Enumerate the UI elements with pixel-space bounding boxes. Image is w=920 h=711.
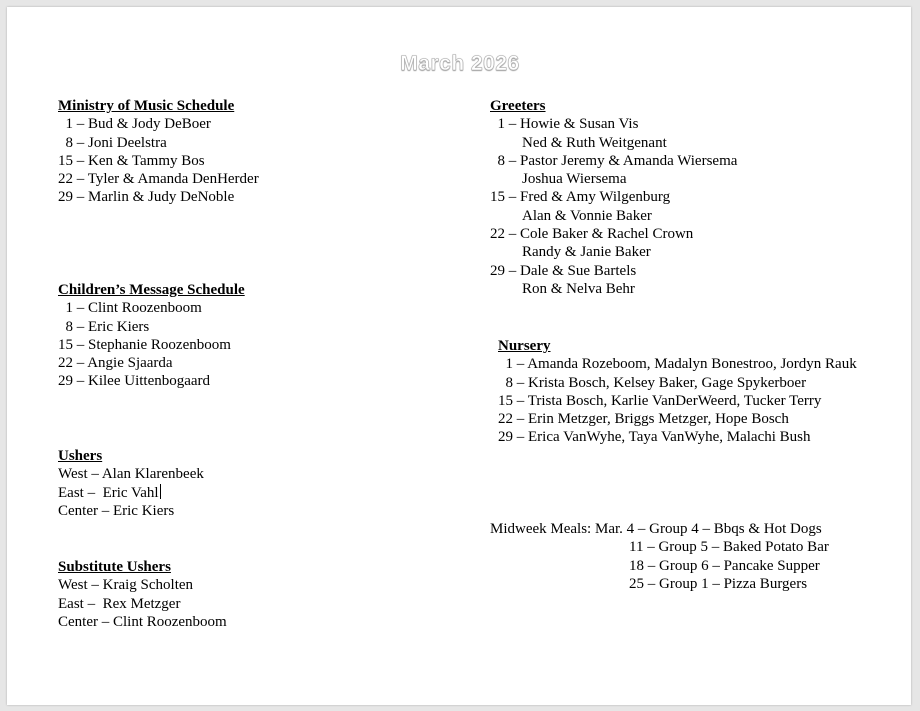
ushers-schedule (58, 447, 204, 520)
list-item: West – Alan Klarenbeek (58, 466, 204, 483)
nursery-heading: Nursery (498, 338, 551, 354)
list-item: 29 – Kilee Uittenbogaard (58, 373, 211, 390)
list-item: 1 – Howie & Susan Vis (497, 116, 639, 133)
meals-label: Midweek Meals: (490, 521, 592, 537)
list-item: 25 – Group 1 – Pizza Burgers (629, 575, 808, 592)
list-item: 15 – Trista Bosch, Karlie VanDerWeerd, Tucker Terry (498, 392, 822, 409)
list-item: 8 – Eric Kiers (65, 318, 150, 335)
list-item: 22 – Erin Metzger, Briggs Metzger, Hope Bosch (498, 411, 789, 428)
greeters-heading: Greeters (490, 98, 546, 114)
list-item: 22 – Cole Baker & Rachel Crown (490, 226, 694, 243)
list-item: Randy & Janie Baker (522, 244, 651, 261)
greeters-schedule (490, 97, 737, 298)
list-item: 29 – Marlin & Judy DeNoble (58, 189, 235, 206)
list-item: Joshua Wiersema (522, 171, 627, 188)
nursery-schedule (498, 337, 857, 447)
midweek-meals (490, 520, 829, 593)
list-item: 1 – Clint Roozenboom (65, 300, 202, 317)
music-heading: Ministry of Music Schedule (58, 98, 235, 114)
list-item: West – Kraig Scholten (58, 577, 194, 594)
list-item: 15 – Fred & Amy Wilgenburg (490, 189, 671, 206)
list-item: 29 – Dale & Sue Bartels (490, 262, 637, 279)
list-item: 8 – Krista Bosch, Kelsey Baker, Gage Spykerboer (505, 374, 807, 391)
list-item: 1 – Amanda Rozeboom, Madalyn Bonestroo, Jordyn Rauk (505, 356, 857, 373)
list-item: 15 – Stephanie Roozenboom (58, 336, 231, 353)
list-item: 8 – Pastor Jeremy & Amanda Wiersema (497, 152, 738, 169)
list-item: 22 – Tyler & Amanda DenHerder (58, 171, 259, 188)
ushers-heading: Ushers (58, 448, 103, 464)
list-item: 15 – Ken & Tammy Bos (58, 152, 205, 169)
childrens-heading: Children’s Message Schedule (58, 282, 245, 298)
list-item: Alan & Vonnie Baker (522, 207, 652, 224)
list-item: 11 – Group 5 – Baked Potato Bar (629, 539, 829, 556)
list-item: 29 – Erica VanWyhe, Taya VanWyhe, Malachi Bush (498, 429, 811, 446)
list-item: 8 – Joni Deelstra (65, 134, 167, 151)
list-item: Center – Eric Kiers (58, 502, 175, 519)
music-schedule (58, 97, 259, 207)
list-item: Ned & Ruth Weitgenant (522, 134, 667, 151)
list-item: East – Rex Metzger (58, 595, 181, 612)
list-item: 1 – Bud & Jody DeBoer (65, 116, 211, 133)
substitute-ushers-heading: Substitute Ushers (58, 559, 171, 575)
substitute-ushers-schedule (58, 558, 227, 631)
list-item: East – Eric Vahl (58, 484, 159, 501)
page-title: March 2026 (400, 52, 520, 75)
list-item: Ron & Nelva Behr (522, 280, 635, 297)
list-item: 18 – Group 6 – Pancake Supper (629, 557, 820, 574)
list-item: 22 – Angie Sjaarda (58, 355, 173, 372)
list-item: Center – Clint Roozenboom (58, 613, 227, 630)
childrens-message-schedule (58, 281, 245, 391)
list-item: Midweek Meals: Mar. 4 – Group 4 – Bbqs & Hot Dogs (490, 521, 822, 537)
text-cursor (160, 484, 161, 499)
